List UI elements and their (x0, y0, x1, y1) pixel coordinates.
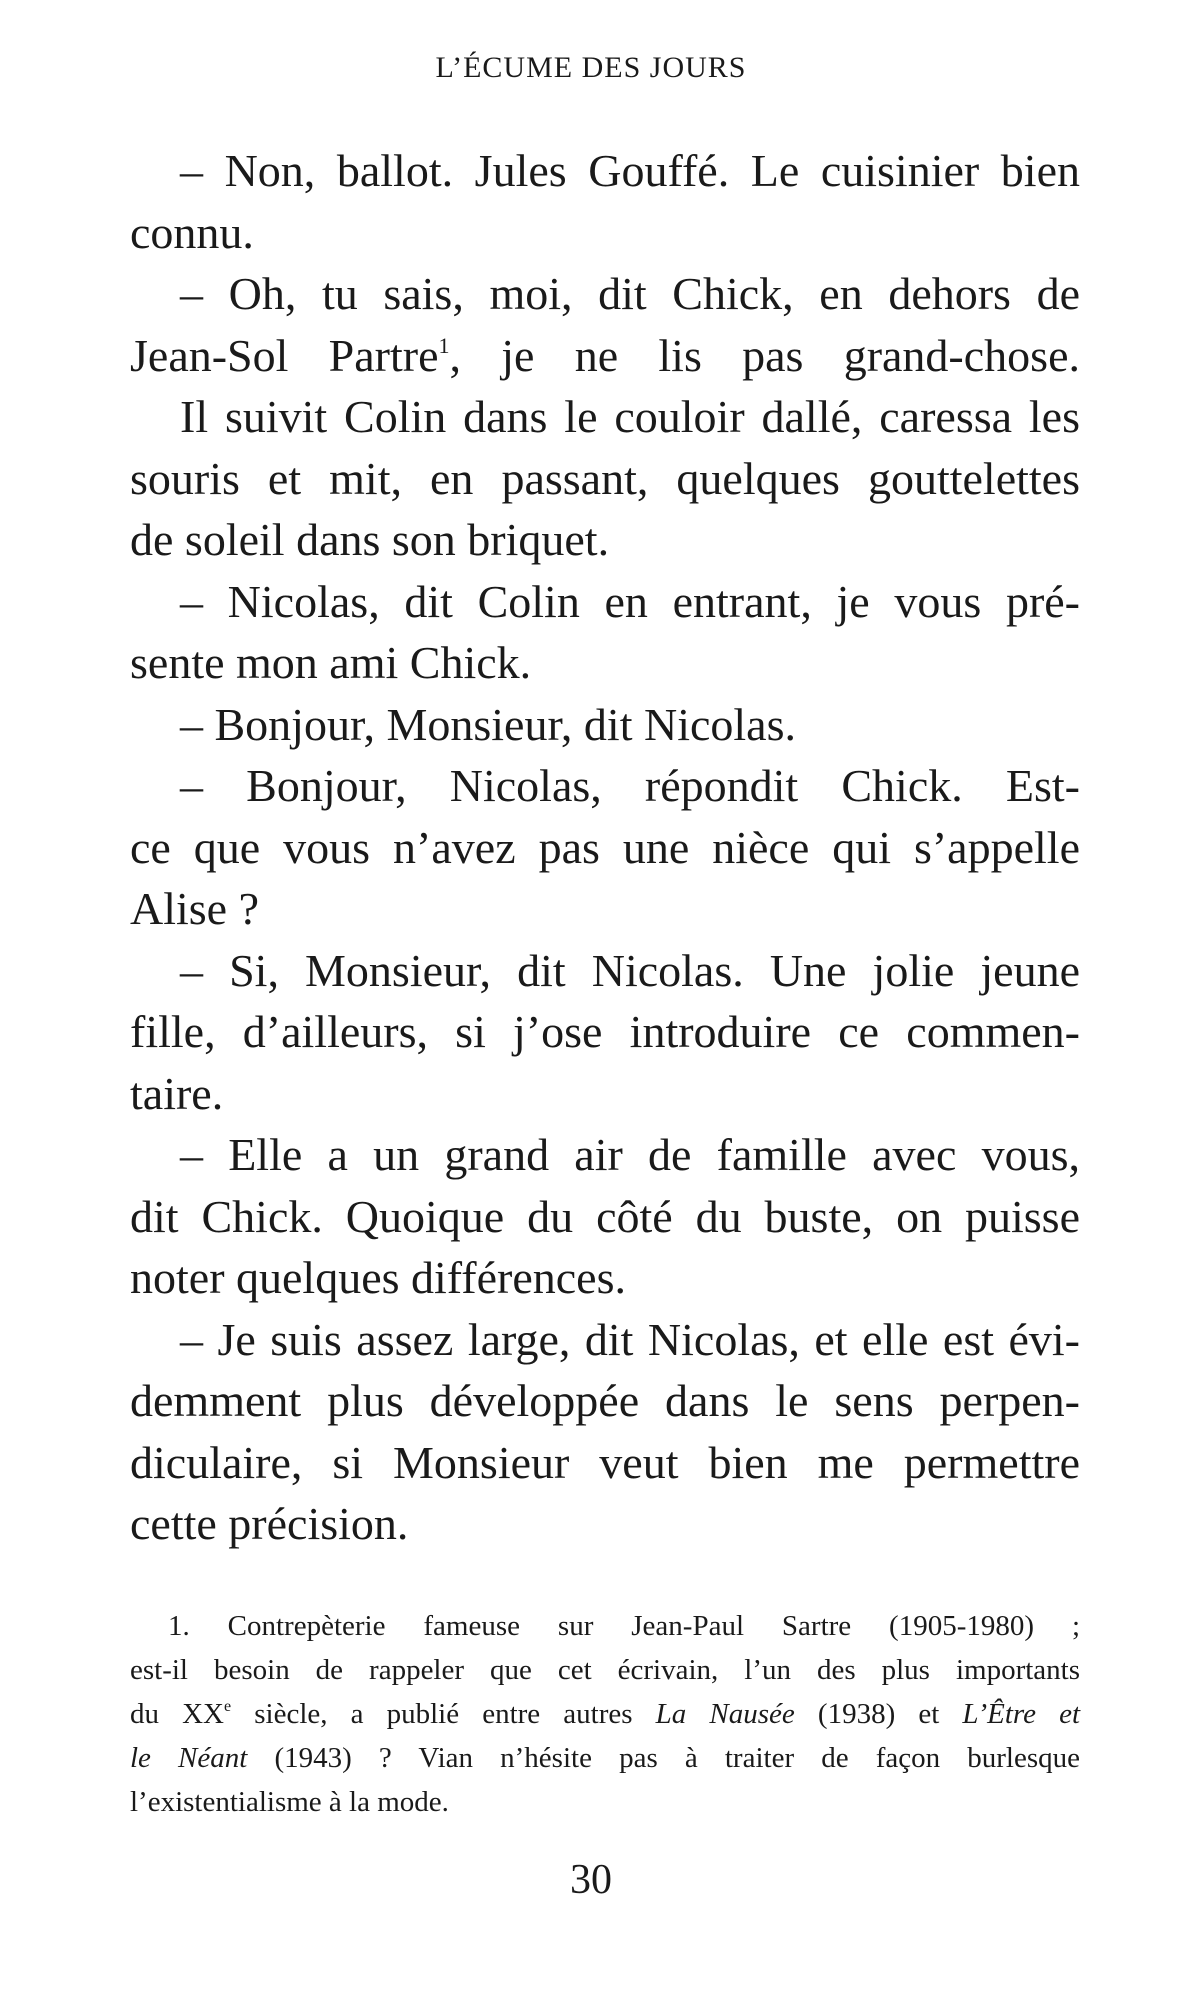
text-line: taire. (130, 1067, 224, 1119)
body-text (130, 140, 1080, 1555)
text-line: – Si, Monsieur, dit Nicolas. Une jolie jeune (180, 944, 1080, 996)
text-line: – Oh, tu sais, moi, dit Chick, en dehors de (180, 268, 1080, 319)
footnote-marker: 1 (438, 332, 450, 358)
footnote-line (130, 1692, 1080, 1736)
footnote-fragment: siècle, a publié entre autres (231, 1698, 656, 1730)
superscript: e (224, 1698, 232, 1715)
text-line: ce que vous n’avez pas une nièce qui s’appelle (130, 821, 1080, 873)
running-title: L’ÉCUME DES JOURS (435, 51, 747, 84)
text-line: connu. (130, 206, 254, 258)
footnote-line (130, 1736, 1080, 1780)
footnote-line: l’existentialisme à la mode. (130, 1786, 449, 1818)
book-title: L’Être et (962, 1698, 1081, 1730)
text-line: Il suivit Colin dans le couloir dallé, caressa les (180, 391, 1080, 442)
footnote-fragment: du XX (130, 1698, 225, 1730)
text-line: sente mon ami Chick. (130, 637, 532, 688)
text-line: dit Chick. Quoique du côté du buste, on puisse (130, 1190, 1080, 1242)
book-title: La Nausée (655, 1698, 795, 1730)
text-line: – Je suis assez large, dit Nicolas, et elle est évi- (180, 1313, 1080, 1365)
text-line: de soleil dans son briquet. (130, 514, 610, 565)
text-line: – Elle a un grand air de famille avec vous, (180, 1129, 1080, 1180)
text-line: – Bonjour, Monsieur, dit Nicolas. (180, 698, 796, 750)
footnote-fragment: (1938) et (794, 1698, 963, 1730)
text-line: – Nicolas, dit Colin en entrant, je vous pré- (180, 575, 1080, 627)
text-line (130, 325, 1080, 387)
footnote (130, 1604, 1080, 1824)
text-line: – Non, ballot. Jules Gouffé. Le cuisinier bien (180, 145, 1080, 196)
text-fragment: Jean-Sol Partre (130, 329, 439, 381)
text-line: fille, d’ailleurs, si j’ose introduire ce commen- (130, 1006, 1080, 1057)
text-line: noter quelques différences. (130, 1252, 627, 1303)
footnote-fragment: (1943) ? Vian n’hésite pas à traiter de façon burlesque (247, 1742, 1081, 1774)
text-line: souris et mit, en passant, quelques gouttelettes (130, 452, 1080, 504)
page-number: 30 (570, 1857, 612, 1903)
text-fragment: , je ne lis pas grand-chose. (449, 329, 1080, 381)
text-line: – Bonjour, Nicolas, répondit Chick. Est- (180, 760, 1080, 811)
footnote-line: est-il besoin de rappeler que cet écrivain, l’un des plus importants (130, 1654, 1080, 1686)
text-line: Alise ? (130, 883, 260, 934)
text-line: cette précision. (130, 1498, 409, 1549)
footnote-line: 1. Contrepèterie fameuse sur Jean-Paul Sartre (1905-1980) ; (168, 1610, 1080, 1642)
text-line: demment plus développée dans le sens perpen- (130, 1375, 1080, 1426)
text-line: diculaire, si Monsieur veut bien me permettre (130, 1436, 1080, 1488)
book-title: le Néant (130, 1742, 248, 1774)
